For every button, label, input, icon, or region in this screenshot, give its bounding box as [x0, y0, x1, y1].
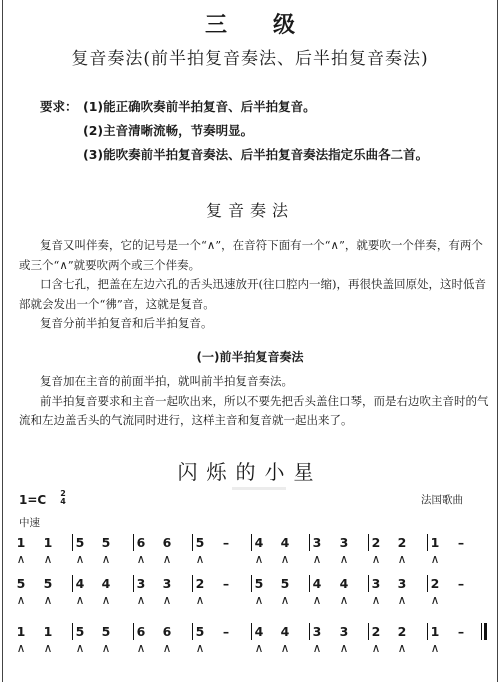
rest-dash: –: [222, 624, 230, 639]
requirements-label: 要求：: [40, 99, 78, 114]
chord-accompaniment-mark: ∧: [16, 641, 26, 655]
chord-accompaniment-mark: ∧: [397, 593, 407, 607]
note: 1: [43, 535, 53, 550]
note: 2: [397, 535, 407, 550]
note: 5: [101, 535, 111, 550]
note: 2: [430, 576, 440, 591]
paragraph: 口含七孔，把盖在左边六孔的舌头迅速放开(往口腔内一缩)，再很快盖回原处，这时低音部就会发出一个“彿”音，这就是复音。: [19, 277, 486, 311]
chord-accompaniment-mark: ∧: [339, 593, 349, 607]
chord-accompaniment-mark: ∧: [195, 552, 205, 566]
rest-dash: –: [222, 576, 230, 591]
score-line: [0, 623, 500, 657]
note: 5: [75, 624, 85, 639]
tempo-marking: 中速: [19, 517, 40, 529]
chord-accompaniment-mark: ∧: [136, 593, 146, 607]
note: 2: [371, 624, 381, 639]
chord-accompaniment-mark: ∧: [75, 552, 85, 566]
chord-accompaniment-mark: ∧: [101, 593, 111, 607]
requirement-3: [40, 145, 428, 163]
rest-dash: –: [457, 535, 465, 550]
song-origin: 法国歌曲: [421, 494, 463, 506]
note: 6: [136, 624, 146, 639]
chord-accompaniment-mark: ∧: [162, 593, 172, 607]
paragraph: 复音分前半拍复音和后半拍复音。: [40, 316, 213, 330]
chord-accompaniment-mark: ∧: [254, 593, 264, 607]
note: 3: [397, 576, 407, 591]
chord-accompaniment-mark: ∧: [397, 552, 407, 566]
bar-line: [251, 623, 252, 640]
requirement-2: [40, 121, 253, 139]
level-title: 三级: [204, 13, 341, 38]
bar-line: [251, 575, 252, 592]
chord-accompaniment-mark: ∧: [312, 641, 322, 655]
requirement-1: [40, 97, 316, 115]
bar-line: [251, 534, 252, 551]
note: 3: [136, 576, 146, 591]
section-body: [19, 236, 489, 334]
requirement-text: (1)能正确吹奏前半拍复音、后半拍复音。: [83, 99, 316, 114]
chord-accompaniment-mark: ∧: [43, 552, 53, 566]
chord-accompaniment-mark: ∧: [195, 641, 205, 655]
requirement-text: (2)主音清晰流畅，节奏明显。: [83, 123, 254, 138]
time-signature-bottom: 4: [60, 497, 66, 506]
bar-line: [192, 575, 193, 592]
note: 4: [254, 535, 264, 550]
song-title: 闪烁的小星: [177, 460, 323, 484]
chord-accompaniment-mark: ∧: [339, 552, 349, 566]
note: 2: [195, 576, 205, 591]
bar-line: [309, 623, 310, 640]
note: 4: [280, 624, 290, 639]
print-smudge: [232, 487, 286, 490]
chord-accompaniment-mark: ∧: [430, 593, 440, 607]
note: 3: [371, 576, 381, 591]
note: 3: [339, 535, 349, 550]
note: 5: [75, 535, 85, 550]
note: 5: [16, 576, 26, 591]
requirement-text: (3)能吹奏前半拍复音奏法、后半拍复音奏法指定乐曲各二首。: [83, 147, 429, 162]
bar-line: [133, 575, 134, 592]
note: 3: [312, 535, 322, 550]
score-line: [0, 575, 500, 609]
note: 3: [162, 576, 172, 591]
bar-line: [368, 575, 369, 592]
chord-accompaniment-mark: ∧: [16, 593, 26, 607]
paragraph: 复音加在主音的前面半拍，就叫前半拍复音奏法。: [40, 374, 293, 388]
bar-line: [368, 534, 369, 551]
chord-accompaniment-mark: ∧: [75, 593, 85, 607]
note: 1: [16, 624, 26, 639]
subsection-title: (一)前半拍复音奏法: [196, 350, 304, 364]
bar-line: [133, 534, 134, 551]
note: 2: [371, 535, 381, 550]
bar-line: [309, 575, 310, 592]
chord-accompaniment-mark: ∧: [280, 593, 290, 607]
bar-line: [72, 623, 73, 640]
lesson-subtitle: 复音奏法(前半拍复音奏法、后半拍复音奏法): [71, 49, 429, 69]
bar-line: [192, 534, 193, 551]
paragraph: 复音又叫伴奏，它的记号是一个“∧”，在音符下面有一个“∧”，就要吹一个伴奏，有两个或三个“∧”就要吹两个或三个伴奏。: [19, 238, 483, 272]
chord-accompaniment-mark: ∧: [162, 641, 172, 655]
note: 5: [280, 576, 290, 591]
bar-line: [133, 623, 134, 640]
chord-accompaniment-mark: ∧: [101, 552, 111, 566]
chord-accompaniment-mark: ∧: [371, 641, 381, 655]
chord-accompaniment-mark: ∧: [43, 593, 53, 607]
note: 4: [312, 576, 322, 591]
note: 5: [195, 624, 205, 639]
time-signature: [57, 490, 69, 506]
note: 1: [430, 535, 440, 550]
note: 1: [43, 624, 53, 639]
score-line: [0, 534, 500, 568]
chord-accompaniment-mark: ∧: [430, 641, 440, 655]
note: 3: [339, 624, 349, 639]
note: 2: [397, 624, 407, 639]
rest-dash: –: [457, 576, 465, 591]
bar-line: [427, 534, 428, 551]
key-signature: 1=C: [19, 493, 47, 507]
paragraph: 前半拍复音要求和主音一起吹出来，所以不要先把舌头盖住口琴，而是右边吹主音时的气流和左边盖舌头的气流同时进行，这样主音和复音就一起出来了。: [19, 393, 489, 427]
note: 5: [195, 535, 205, 550]
note: 4: [101, 576, 111, 591]
chord-accompaniment-mark: ∧: [312, 593, 322, 607]
bar-line: [72, 575, 73, 592]
chord-accompaniment-mark: ∧: [75, 641, 85, 655]
chord-accompaniment-mark: ∧: [339, 641, 349, 655]
chord-accompaniment-mark: ∧: [101, 641, 111, 655]
bar-line: [427, 575, 428, 592]
chord-accompaniment-mark: ∧: [16, 552, 26, 566]
chord-accompaniment-mark: ∧: [280, 552, 290, 566]
chord-accompaniment-mark: ∧: [371, 593, 381, 607]
note: 5: [43, 576, 53, 591]
note: 4: [75, 576, 85, 591]
chord-accompaniment-mark: ∧: [136, 641, 146, 655]
chord-accompaniment-mark: ∧: [43, 641, 53, 655]
note: 4: [339, 576, 349, 591]
note: 6: [162, 535, 172, 550]
bar-line: [192, 623, 193, 640]
note: 4: [254, 624, 264, 639]
chord-accompaniment-mark: ∧: [371, 552, 381, 566]
chord-accompaniment-mark: ∧: [162, 552, 172, 566]
final-bar-line-thin: [481, 623, 482, 640]
chord-accompaniment-mark: ∧: [312, 552, 322, 566]
rest-dash: –: [222, 535, 230, 550]
chord-accompaniment-mark: ∧: [280, 641, 290, 655]
chord-accompaniment-mark: ∧: [195, 593, 205, 607]
rest-dash: –: [457, 624, 465, 639]
bar-line: [309, 534, 310, 551]
bar-line: [72, 534, 73, 551]
chord-accompaniment-mark: ∧: [136, 552, 146, 566]
subsection-body: [19, 372, 489, 431]
chord-accompaniment-mark: ∧: [254, 552, 264, 566]
chord-accompaniment-mark: ∧: [430, 552, 440, 566]
note: 6: [136, 535, 146, 550]
section-title: 复音奏法: [205, 201, 294, 220]
chord-accompaniment-mark: ∧: [254, 641, 264, 655]
bar-line: [427, 623, 428, 640]
final-bar-line-thick: [484, 623, 487, 640]
note: 3: [312, 624, 322, 639]
note: 6: [162, 624, 172, 639]
note: 5: [101, 624, 111, 639]
note: 4: [280, 535, 290, 550]
note: 1: [430, 624, 440, 639]
note: 1: [16, 535, 26, 550]
time-signature-top: 2: [60, 489, 66, 498]
bar-line: [368, 623, 369, 640]
note: 5: [254, 576, 264, 591]
chord-accompaniment-mark: ∧: [397, 641, 407, 655]
